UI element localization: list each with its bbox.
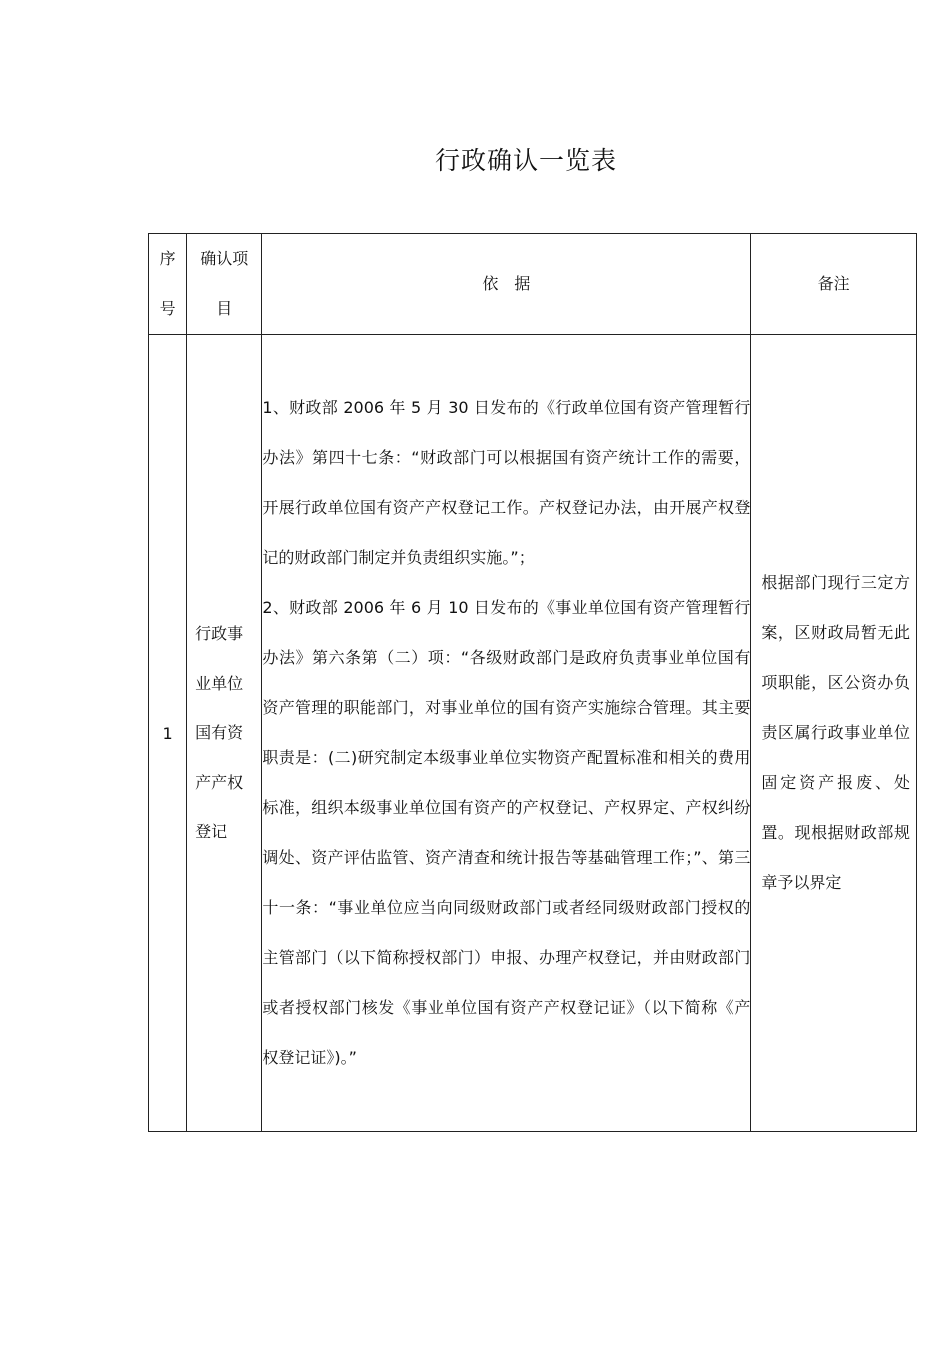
row-note-text: 根据部门现行三定方案，区财政局暂无此项职能，区公资办负责区属行政事业单位固定资产报废、处置。现根据财政部规章予以界定: [761, 573, 910, 892]
row-basis-cell: [262, 335, 751, 1132]
header-item-line2: 目: [216, 299, 233, 318]
header-no-line1: 序: [159, 249, 176, 268]
header-item-cell: [187, 234, 262, 335]
row-item-cell: [187, 335, 262, 1132]
page-title: 行政确认一览表: [434, 146, 617, 175]
table-header-row: [149, 234, 917, 335]
confirmation-table: [148, 233, 917, 1132]
table-row: [149, 335, 917, 1132]
header-no-line2: 号: [159, 299, 176, 318]
basis-paragraph-1: 1、财政部 2006 年 5 月 30 日发布的《行政单位国有资产管理暂行办法》第四十七条：“财政部门可以根据国有资产统计工作的需要，开展行政单位国有资产产权登记工作。产权登记办法，由开展产权登记的财政部门制定并负责组织实施。”；: [262, 398, 751, 567]
header-basis-cell: 依 据: [262, 234, 751, 335]
row-item-text: 行政事业单位国有资产产权登记: [195, 624, 244, 842]
row-no-cell: 1: [149, 335, 187, 1132]
header-note-cell: 备注: [751, 234, 917, 335]
row-note-cell: [751, 335, 917, 1132]
header-item-line1: 确认项: [200, 249, 249, 268]
header-no-cell: [149, 234, 187, 335]
basis-paragraph-2: 2、财政部 2006 年 6 月 10 日发布的《事业单位国有资产管理暂行办法》第六条第（二）项：“各级财政部门是政府负责事业单位国有资产管理的职能部门，对事业单位的国有资产实施综合管理。其主要职责是：(二)研究制定本级事业单位实物资产配置标准和相关的费用标准，组织本级事业单位国有资产的产权登记、产权界定、产权纠纷调处、资产评估监管、资产清查和统计报告等基础管理工作；”、第三十一条：“事业单位应当向同级财政部门或者经同级财政部门授权的主管部门（以下简称授权部门）申报、办理产权登记，并由财政部门或者授权部门核发《事业单位国有资产产权登记证》（以下简称《产权登记证》)。”: [262, 598, 751, 1067]
